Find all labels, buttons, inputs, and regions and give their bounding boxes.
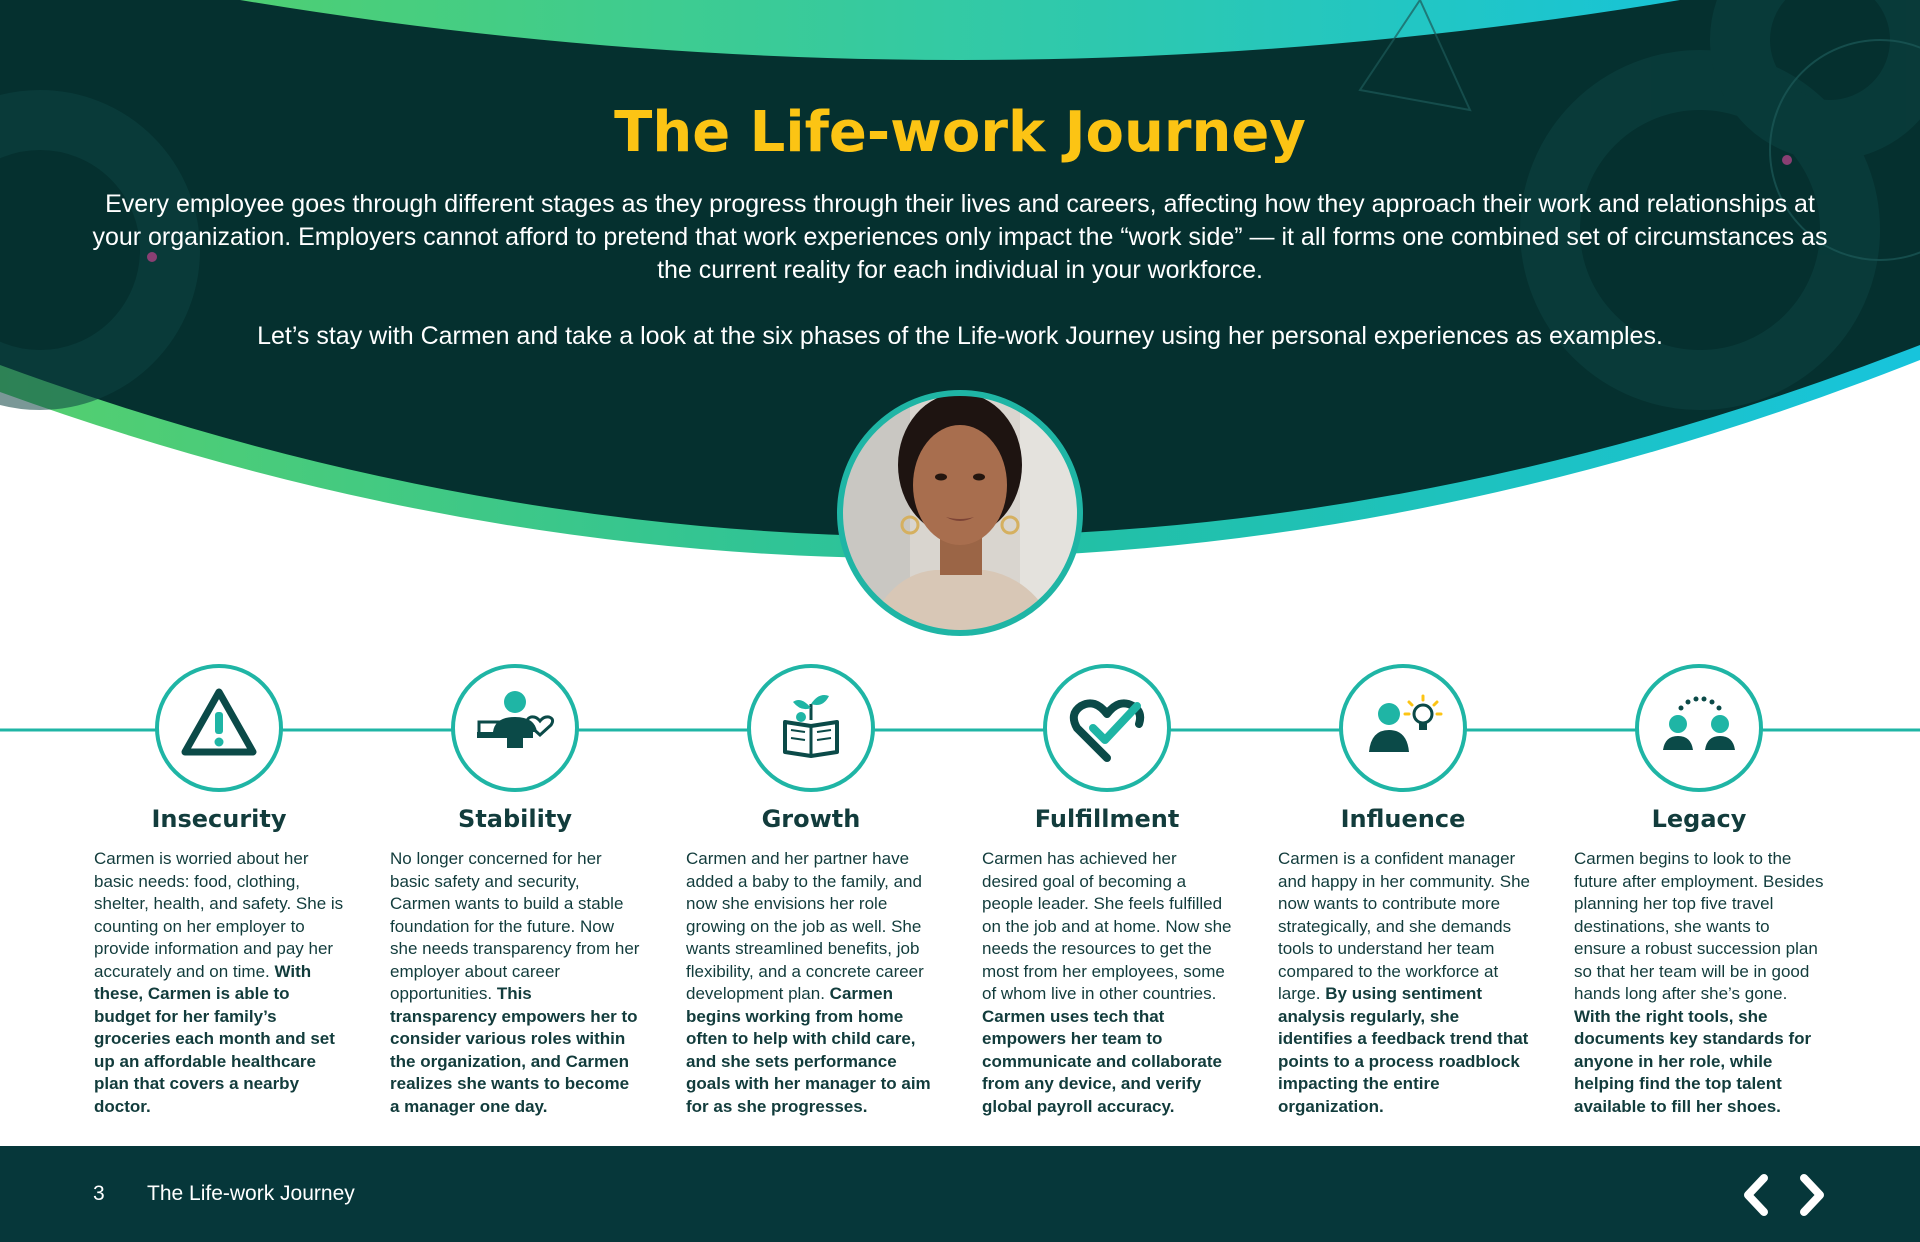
phase-description-fulfillment [982,848,1234,1118]
heart-check-icon [1041,662,1173,794]
phase-title-insecurity: Insecurity [151,805,287,833]
phase-title-legacy: Legacy [1651,805,1747,833]
person-laptop-heart-icon [449,662,581,794]
person-lightbulb-icon [1337,662,1469,794]
phase-description-influence [1278,848,1530,1118]
phase-text: Carmen is worried about her basic needs: food, clothing, shelter, health, and safety. She is counting on her employer to provide information and pay her accurately and on time. [94,849,344,981]
intro-paragraph-carmen: Let’s stay with Carmen and take a look at the six phases of the Life-work Journey using her personal experiences as examples. [257,322,1663,350]
intro-paragraph: Every employee goes through different stages as they progress through their lives and careers, affecting how they approach their work and relationships at your organization. Employers cannot afford to pretend that work experiences only impact the “work side” — it all forms one combined set of circumstances as the current reality for each individual in your workforce. [92,190,1828,284]
warning-triangle-icon [153,662,285,794]
book-sprout-icon [745,662,877,794]
phase-description-legacy [1574,848,1826,1118]
phase-highlight: This transparency empowers her to consider various roles within the organization, and Carmen realizes she wants to become a manager one day. [390,984,638,1116]
phase-description-insecurity [94,848,346,1118]
phase-text: Carmen has achieved her desired goal of becoming a people leader. She feels fulfilled on the job and at home. Now she needs the resources to get the most from her employees, some of whom live in other countries. [982,849,1232,1003]
chevron-left-icon[interactable] [1736,1172,1776,1218]
two-people-exchange-icon [1633,662,1765,794]
phase-highlight: Carmen uses tech that empowers her team to communicate and collaborate from any device, and verify global payroll accuracy. [982,1006,1222,1116]
phase-text: Carmen is a confident manager and happy in her community. She now wants to contribute more strategically, and she demands tools to understand her team compared to the workforce at large. [1278,849,1530,1003]
phase-text: Carmen begins to look to the future after employment. Besides planning her top five travel destinations, she wants to ensure a robust succession plan so that her team will be in good hands long after she’s gone. [1574,849,1824,1003]
phase-description-growth [686,848,938,1118]
phase-highlight: By using sentiment analysis regularly, she identifies a feedback trend that points to a process roadblock impacting the entire organization. [1278,984,1529,1116]
phase-text: No longer concerned for her basic safety and security, Carmen wants to build a stable foundation for the future. Now she needs transparency from her employer about career opportunities. [390,849,640,1003]
phase-highlight: With these, Carmen is able to budget for her family’s groceries each month and set up an affordable healthcare plan that covers a nearby doctor. [94,961,335,1116]
footer-title: The Life-work Journey [147,1182,355,1205]
page-number: 3 [93,1182,105,1205]
chevron-right-icon[interactable] [1792,1172,1832,1218]
phase-highlight: With the right tools, she documents key standards for anyone in her role, while helping find the top talent available to fill her shoes. [1574,1006,1812,1116]
phase-title-stability: Stability [458,805,572,833]
phase-highlight: Carmen begins working from home often to help with child care, and she sets performance goals with her manager to aim for as she progresses. [686,984,931,1116]
phase-description-stability [390,848,642,1118]
phase-title-fulfillment: Fulfillment [1034,805,1180,833]
page-title: The Life-work Journey [614,100,1306,165]
phase-title-growth: Growth [761,805,861,833]
carmen-portrait [830,388,1090,648]
phase-text: Carmen and her partner have added a baby to the family, and now she envisions her role growing on the job as well. She wants streamlined benefits, job flexibility, and a concrete career development plan. [686,849,924,1003]
phase-title-influence: Influence [1340,805,1466,833]
